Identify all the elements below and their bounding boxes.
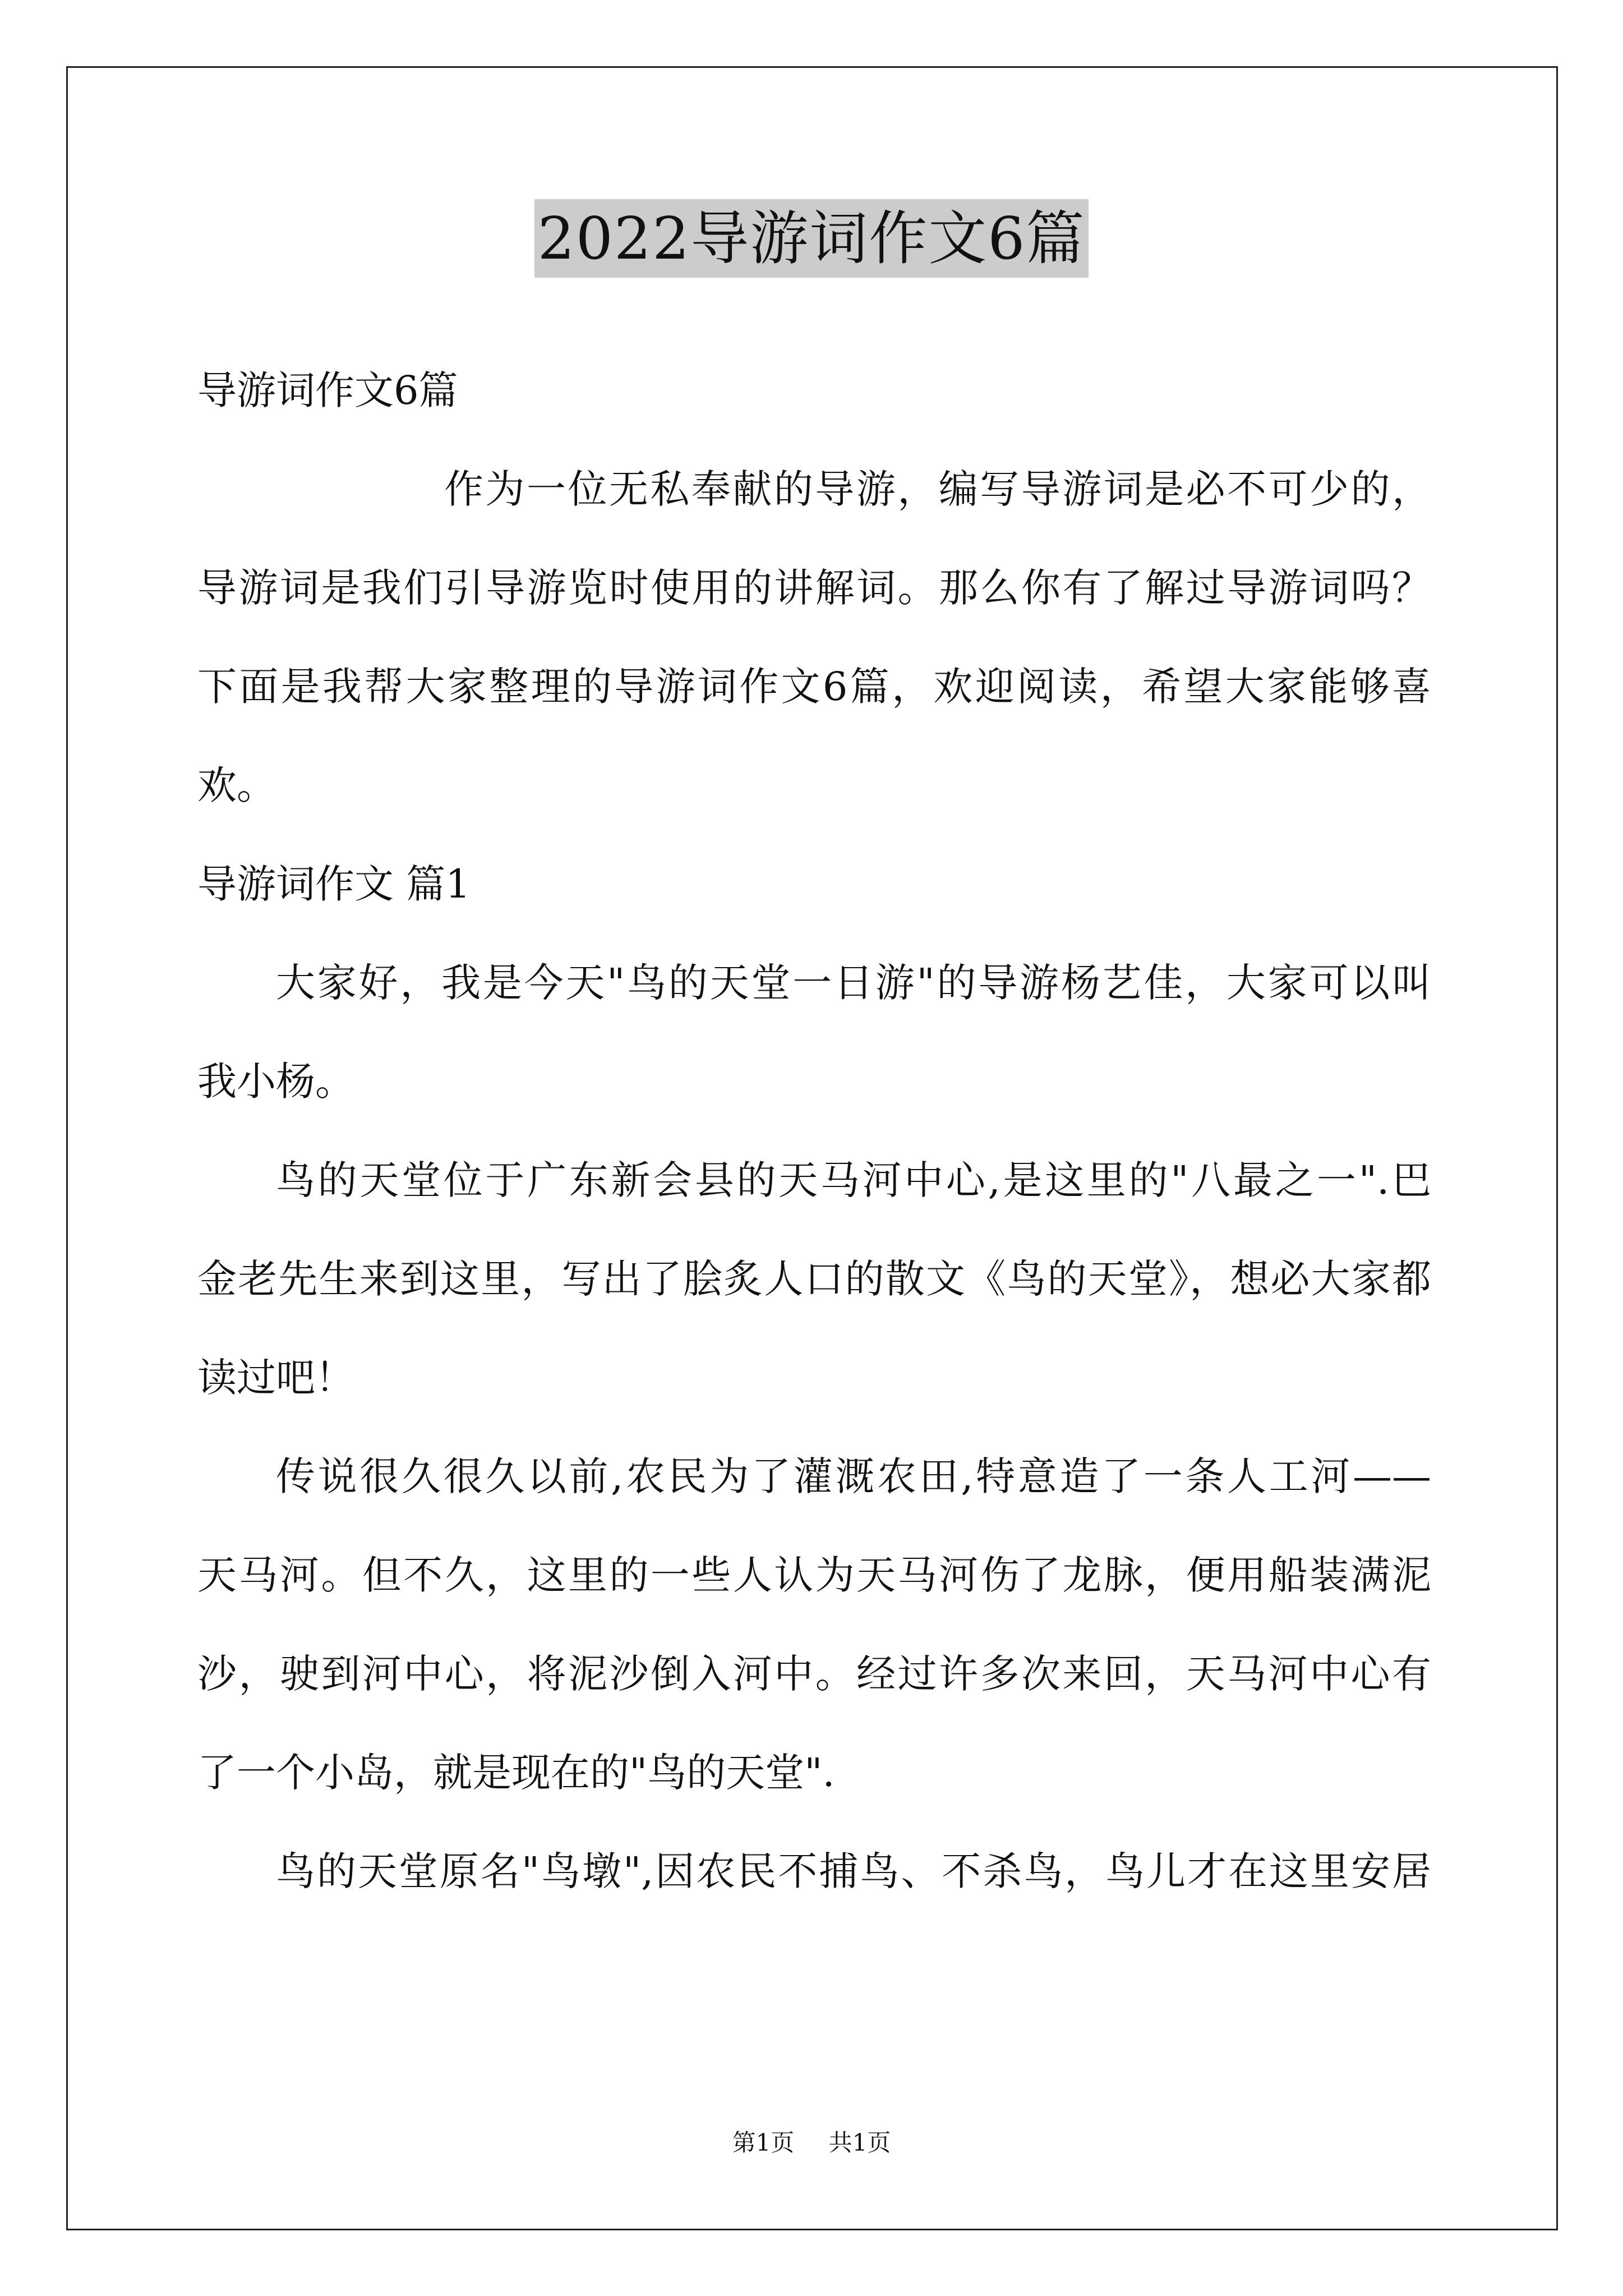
page-footer — [0, 2126, 1623, 2160]
text-line: 大家好，我是今天"鸟的天堂一日游"的导游杨艺佳，大家可以叫 — [276, 960, 1431, 1006]
text-line: 我小杨。 — [197, 1059, 354, 1105]
text-line: 天马河。但不久，这里的一些人认为天马河伤了龙脉，便用船装满泥 — [197, 1552, 1431, 1598]
text-line: 导游词是我们引导游览时使用的讲解词。那么你有了解过导游词吗？ — [197, 565, 1431, 611]
page-number: 第1页 — [732, 2129, 795, 2156]
text-line: 导游词作文6篇 — [197, 367, 458, 413]
text-line: 鸟的天堂位于广东新会县的天马河中心,是这里的"八最之一".巴 — [276, 1157, 1431, 1203]
page-title: 2022导游词作文6篇 — [534, 199, 1089, 278]
title-wrap — [0, 199, 1623, 278]
document-body — [197, 341, 1431, 1921]
text-line: 作为一位无私奉献的导游，编写导游词是必不可少的， — [444, 466, 1431, 512]
text-line: 下面是我帮大家整理的导游词作文6篇，欢迎阅读，希望大家能够喜 — [197, 664, 1431, 710]
text-line: 传说很久很久以前,农民为了灌溉农田,特意造了一条人工河—— — [276, 1453, 1431, 1499]
text-line: 鸟的天堂原名"鸟墩",因农民不捕鸟、不杀鸟，鸟儿才在这里安居 — [276, 1848, 1431, 1894]
page-total: 共1页 — [828, 2129, 891, 2156]
text-line: 沙，驶到河中心，将泥沙倒入河中。经过许多次来回，天马河中心有 — [197, 1651, 1431, 1697]
text-line: 导游词作文 篇1 — [197, 861, 471, 907]
text-line: 了一个小岛，就是现在的"鸟的天堂". — [197, 1750, 835, 1796]
text-line: 读过吧！ — [197, 1355, 354, 1401]
text-line: 欢。 — [197, 762, 276, 808]
text-line: 金老先生来到这里，写出了脍炙人口的散文《鸟的天堂》，想必大家都 — [197, 1256, 1431, 1302]
